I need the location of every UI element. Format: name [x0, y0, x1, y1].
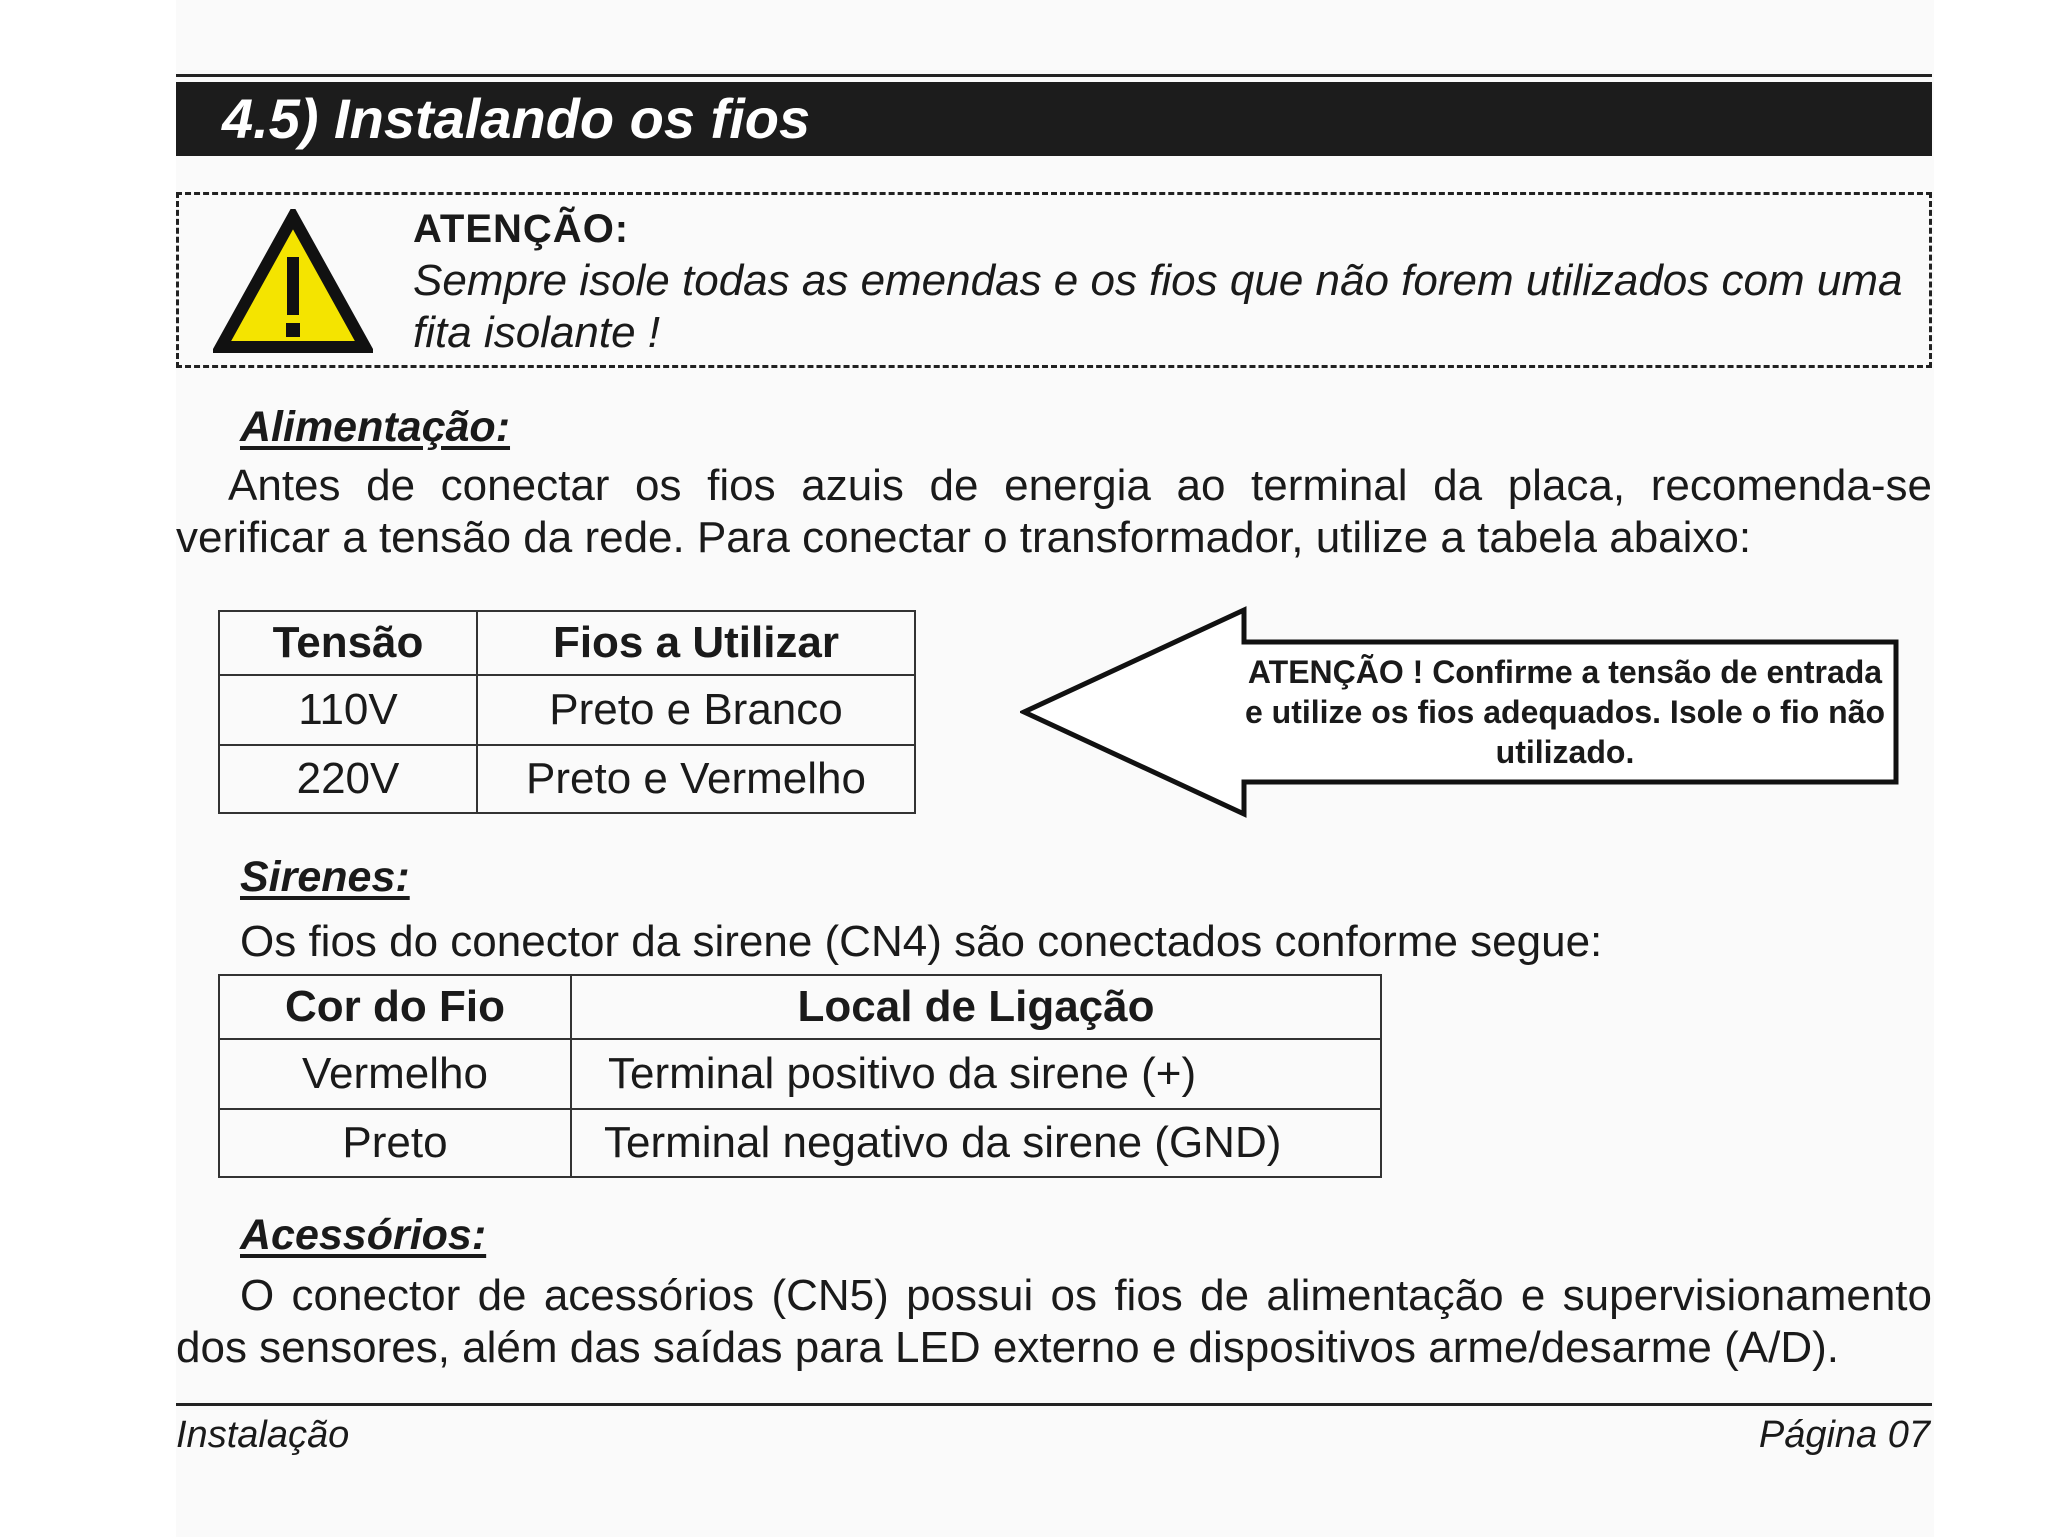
table-cell: Vermelho [219, 1039, 571, 1109]
top-rule [176, 74, 1932, 77]
siren-wiring-table [218, 974, 1382, 1178]
voltage-table [218, 610, 916, 814]
table-header: Cor do Fio [219, 975, 571, 1039]
table-cell: Preto e Branco [477, 675, 915, 745]
table-header: Tensão [219, 611, 477, 675]
accessories-text: O conector de acessórios (CN5) possui os fios de alimentação e supervisionamento dos sensores, além das saídas para LED externo e dispositivos arme/desarme (A/D). [176, 1271, 1932, 1372]
footer-page-number: Página 07 [1758, 1414, 1930, 1456]
warning-triangle-icon [213, 209, 373, 355]
table-cell: Terminal positivo da sirene (+) [571, 1039, 1381, 1109]
table-cell: 110V [219, 675, 477, 745]
footer-rule [176, 1403, 1932, 1406]
section-title: 4.5) Instalando os fios [222, 87, 811, 150]
table-cell: Terminal negativo da sirene (GND) [571, 1109, 1381, 1177]
power-heading: Alimentação: [240, 403, 511, 451]
table-cell: Preto [219, 1109, 571, 1177]
warning-box [176, 192, 1932, 368]
table-header-row [219, 975, 1381, 1039]
voltage-callout-text: ATENÇÃO ! Confirme a tensão de entrada e utilize os fios adequados. Isole o fio não utilizado. [1244, 654, 1886, 770]
accessories-heading: Acessórios: [240, 1211, 487, 1259]
sirens-text: Os fios do conector da sirene (CN4) são conectados conforme segue: [240, 917, 1603, 966]
table-row [219, 1109, 1381, 1177]
table-header: Fios a Utilizar [477, 611, 915, 675]
section-title-bar [176, 82, 1932, 156]
sirens-heading: Sirenes: [240, 853, 410, 901]
accessories-paragraph [176, 1270, 1932, 1374]
power-paragraph [176, 460, 1932, 564]
footer-section-label: Instalação [176, 1414, 350, 1456]
warning-text: Sempre isole todas as emendas e os fios que não forem utilizados com uma fita isolante ! [413, 256, 1903, 357]
table-cell: Preto e Vermelho [477, 745, 915, 813]
table-cell: 220V [219, 745, 477, 813]
table-row [219, 675, 915, 745]
warning-heading: ATENÇÃO: [413, 207, 630, 251]
table-header: Local de Ligação [571, 975, 1381, 1039]
power-text: Antes de conectar os fios azuis de energia ao terminal da placa, recomenda-se verificar a tensão da rede. Para conectar o transformador, utilize a tabela abaixo: [176, 461, 1932, 562]
table-header-row [219, 611, 915, 675]
table-row [219, 1039, 1381, 1109]
table-row [219, 745, 915, 813]
